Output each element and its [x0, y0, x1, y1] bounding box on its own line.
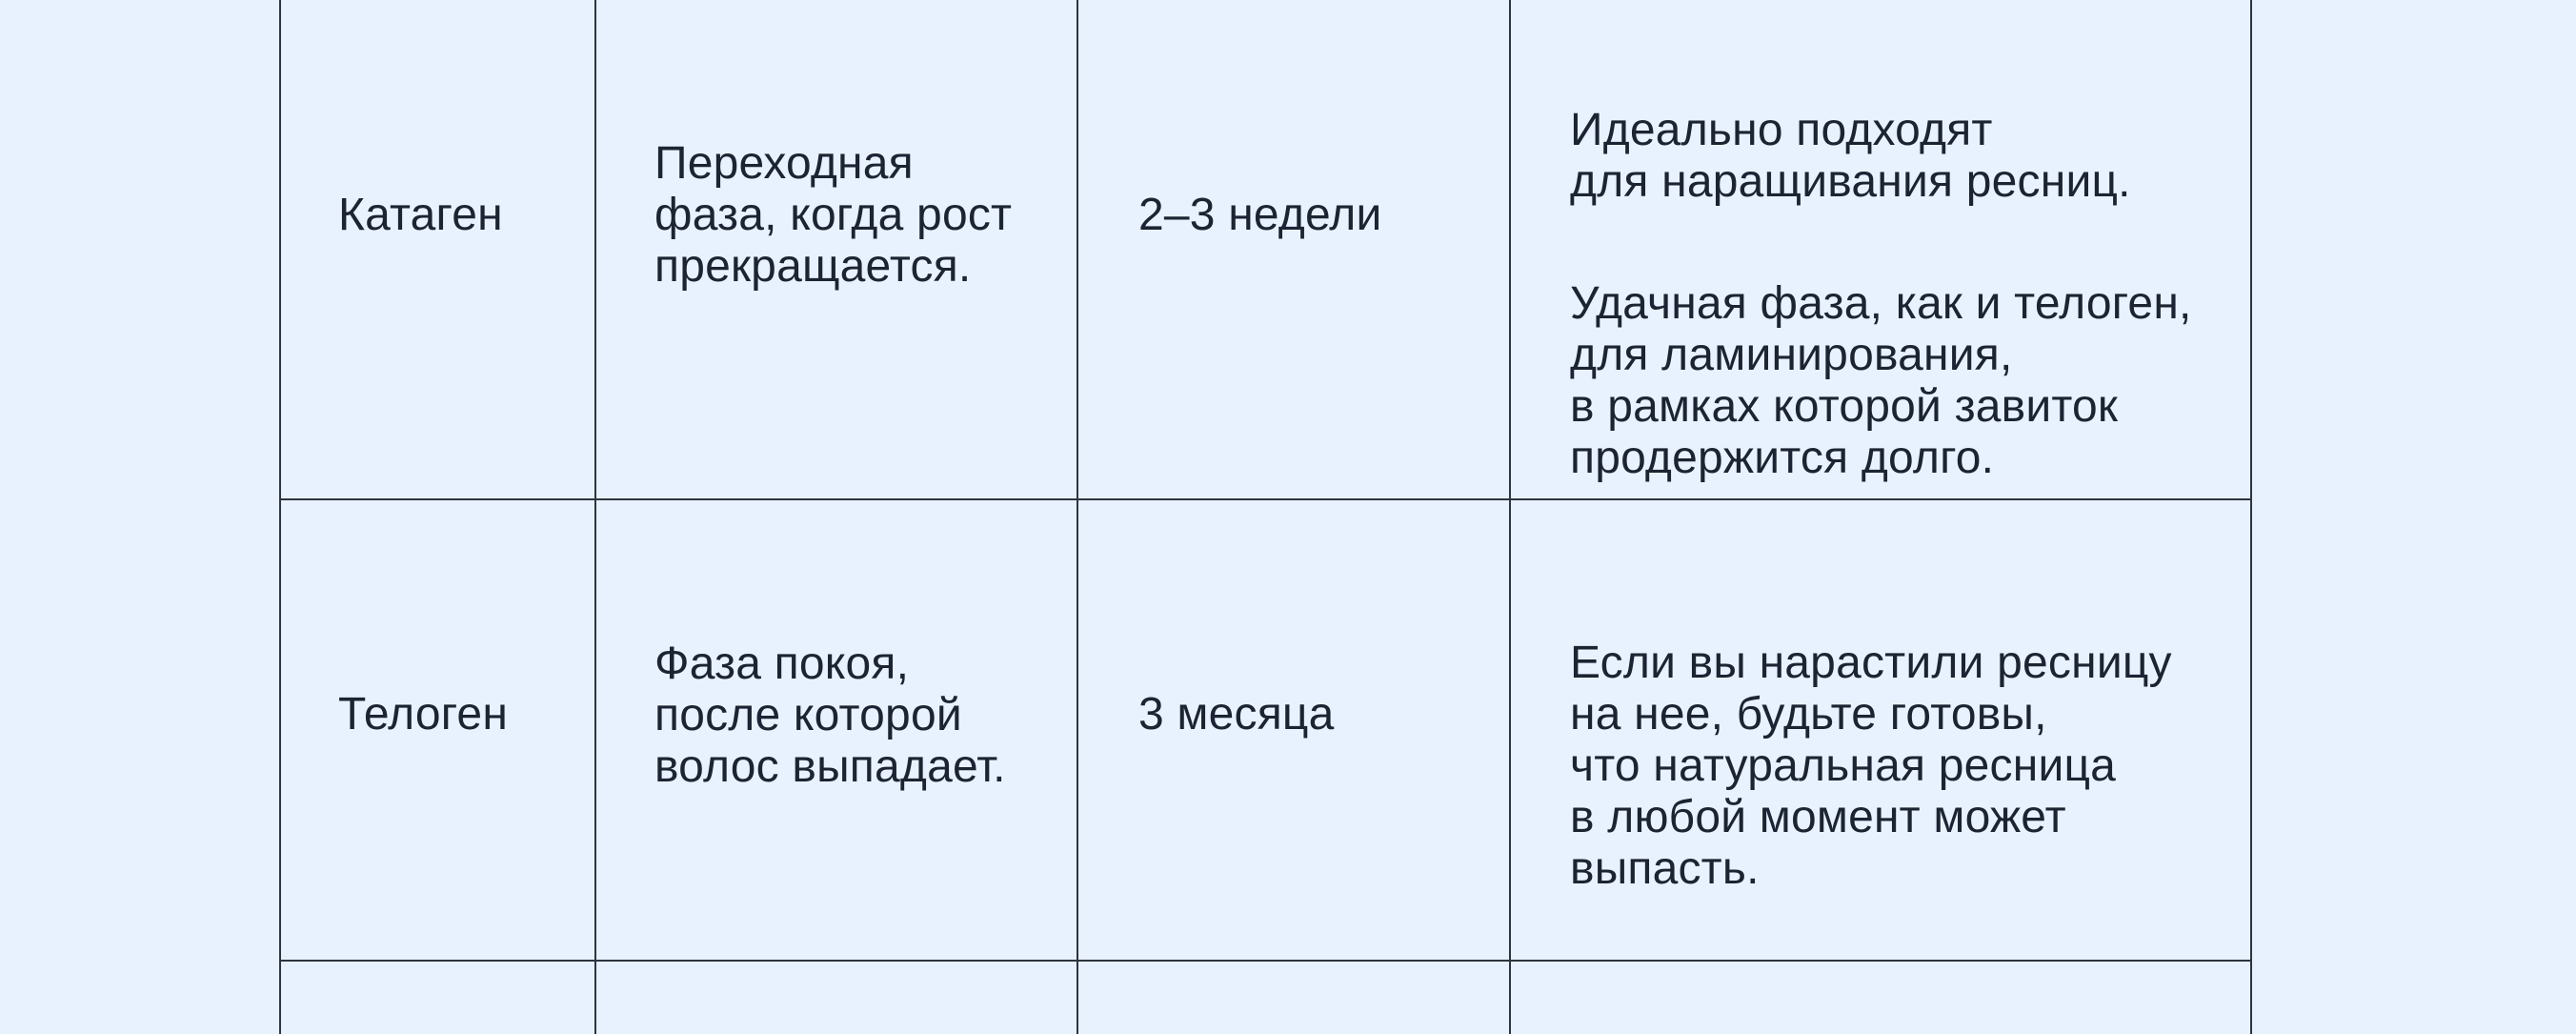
- column-divider-2: [1077, 0, 1078, 1034]
- table-cell-phase: Телоген: [338, 689, 509, 740]
- table-border-right: [2250, 0, 2252, 1034]
- table-cell-description: Переходная фаза, когда рост прекращается.: [654, 138, 1013, 292]
- table-cell-description: Фаза покоя, после которой волос выпадает.: [654, 639, 1006, 792]
- table-border-left: [279, 0, 281, 1034]
- note-paragraph: Удачная фаза, как и телоген, для ламинирования, в рамках которой завиток продержится долго.: [1570, 278, 2192, 483]
- table-cell-duration: 2–3 недели: [1138, 190, 1382, 240]
- table-cell-note: [1570, 586, 2172, 946]
- note-paragraph: Идеально подходят для наращивания ресниц.: [1570, 105, 2131, 207]
- table-cell-phase: Катаген: [338, 190, 503, 240]
- row-divider-2: [279, 960, 2252, 962]
- column-divider-1: [594, 0, 596, 1034]
- note-paragraph: Если вы нарастили ресницу на нее, будьте готовы, что натуральная ресница в любой момент может выпасть.: [1570, 638, 2172, 894]
- table-cell-duration: 3 месяца: [1138, 689, 1335, 740]
- column-divider-3: [1509, 0, 1511, 1034]
- table-cell-note: [1570, 53, 2192, 536]
